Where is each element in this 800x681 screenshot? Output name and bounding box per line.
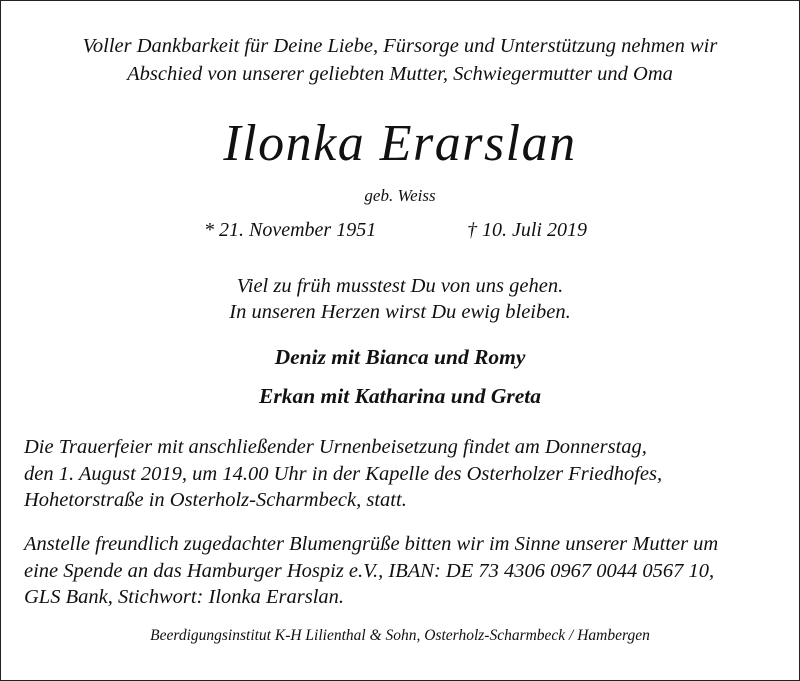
quote-line-2: In unseren Herzen wirst Du ewig bleiben. — [229, 301, 571, 323]
family-line-2: Erkan mit Katharina und Greta — [259, 384, 541, 408]
deceased-name: Ilonka Erarslan — [223, 115, 577, 172]
donation-line-3: GLS Bank, Stichwort: Ilonka Erarslan. — [24, 586, 345, 608]
funeral-line-2: den 1. August 2019, um 14.00 Uhr in der Kapelle des Osterholzer Friedhofes, — [24, 462, 663, 485]
family-line-1: Deniz mit Bianca und Romy — [274, 345, 526, 369]
funeral-home-footer: Beerdigungsinstitut K-H Lilienthal & Sohn, Osterholz-Scharmbeck / Hambergen — [150, 627, 650, 644]
intro-line-2: Abschied von unserer geliebten Mutter, Schwiegermutter und Oma — [127, 63, 673, 85]
intro-line-1: Voller Dankbarkeit für Deine Liebe, Fürsorge und Unterstützung nehmen wir — [82, 35, 718, 57]
funeral-paragraph — [24, 434, 789, 514]
death-date: † 10. Juli 2019 — [467, 219, 587, 241]
donation-line-2: eine Spende an das Hamburger Hospiz e.V., IBAN: DE 73 4306 0967 0044 0567 10, — [24, 559, 715, 582]
funeral-line-1: Die Trauerfeier mit anschließender Urnenbeisetzung findet am Donnerstag, — [24, 436, 647, 458]
maiden-name: geb. Weiss — [364, 186, 436, 205]
donation-line-1: Anstelle freundlich zugedachter Blumengrüße bitten wir im Sinne unserer Mutter um — [24, 533, 719, 555]
quote-line-1: Viel zu früh musstest Du von uns gehen. — [236, 275, 564, 297]
birth-date: * 21. November 1951 — [204, 219, 377, 241]
donation-paragraph — [24, 531, 789, 611]
funeral-line-3: Hohetorstraße in Osterholz-Scharmbeck, statt. — [24, 489, 407, 511]
